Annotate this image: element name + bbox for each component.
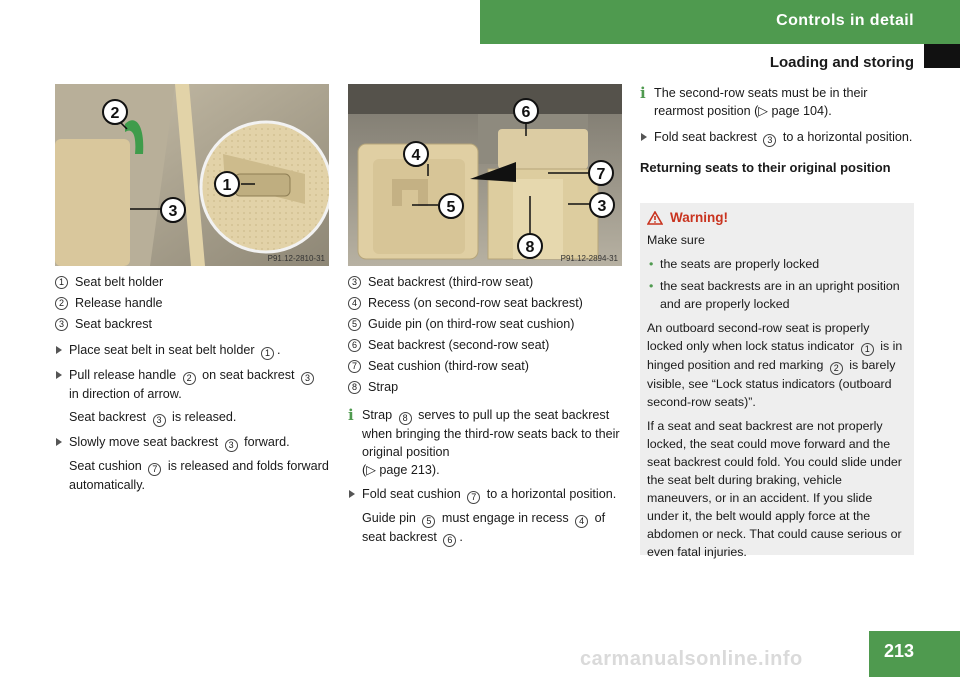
legend-item: 8 Strap — [348, 378, 628, 396]
column-1 — [55, 273, 329, 494]
callout-3 — [590, 193, 614, 217]
legend-item: 3 Seat backrest — [55, 315, 329, 333]
figure-code: P91.12-2894-31 — [560, 254, 618, 263]
warning-paragraph: An outboard second-row seat is properly locked only when lock status indicator 1 is in hinged position and red marking 2 is barely visible, see “Lock status indicators (outboard second-row seats)”. — [647, 321, 903, 409]
page-reference[interactable]: (▷ page 213). — [362, 463, 440, 477]
info-icon: i — [348, 406, 354, 424]
svg-text:3: 3 — [168, 203, 178, 220]
instruction-result: Seat cushion 7 is released and folds forward automatically. — [69, 459, 329, 492]
callout-7 — [589, 161, 613, 185]
callout-5 — [439, 194, 463, 218]
warning-paragraph: If a seat and seat backrest are not properly locked, the seat could move forward and the seat backrest could fold. You could slide under the seat belt during braking, vehicle maneuvers, or in an accident. If you slide under it, the belt would apply force at the abdomen or neck. That could cause serious or even fatal injuries. — [647, 419, 902, 559]
legend-item: 3 Seat backrest (third-row seat) — [348, 273, 628, 291]
callout-2 — [103, 100, 127, 124]
section-title: Controls in detail — [776, 12, 914, 29]
instruction-step: Pull release handle 2 on seat backrest 3 in direction of arrow. — [55, 366, 329, 403]
legend-list — [55, 273, 329, 333]
instruction-step: Place seat belt in seat belt holder 1 . — [55, 341, 329, 360]
watermark: carmanualsonline.info — [580, 648, 803, 670]
svg-text:5: 5 — [446, 199, 456, 216]
info-note: i The second-row seats must be in their rearmost position (▷ page 104). — [640, 84, 868, 118]
info-note: i Strap 8 serves to pull up the seat backrest when bringing the third-row seats back to their original position (▷ page 213). — [348, 406, 620, 477]
legend-item: 6 Seat backrest (second-row seat) — [348, 336, 628, 354]
instruction-result: Guide pin 5 must engage in recess 4 of seat backrest 6 . — [362, 511, 606, 545]
figure-cargo-seats — [348, 84, 622, 266]
legend-item: 5 Guide pin (on third-row seat cushion) — [348, 315, 628, 333]
instruction-step: Slowly move seat backrest 3 forward. — [55, 433, 329, 452]
svg-text:4: 4 — [411, 147, 421, 164]
instruction-result: Seat backrest 3 is released. — [69, 410, 237, 425]
legend-item: 2 Release handle — [55, 294, 329, 312]
page-number-box — [869, 631, 960, 677]
section-heading: Returning seats to their original position — [640, 160, 891, 175]
callout-4 — [404, 142, 428, 166]
page-number: 213 — [883, 641, 914, 661]
callout-3 — [161, 198, 185, 222]
warning-title: Warning! — [647, 209, 907, 227]
svg-text:1: 1 — [222, 177, 232, 194]
svg-text:2: 2 — [110, 105, 120, 122]
instruction-step: Fold seat cushion 7 to a horizontal position. — [348, 485, 628, 504]
callout-6 — [514, 99, 538, 123]
figure-code: P91.12-2810-31 — [267, 254, 325, 263]
svg-text:6: 6 — [521, 104, 531, 121]
header-marker — [924, 44, 960, 68]
warning-box — [640, 203, 914, 559]
list-item: • the seat backrests are in an upright position and are properly locked — [647, 277, 907, 313]
seat-belt-illustration — [55, 84, 329, 266]
warning-list — [647, 255, 907, 313]
list-item: • the seats are properly locked — [647, 255, 907, 273]
info-icon: i — [640, 84, 646, 102]
cargo-seats-illustration — [348, 84, 622, 266]
subsection-title: Loading and storing — [769, 54, 914, 71]
legend-item: 1 Seat belt holder — [55, 273, 329, 291]
legend-list — [348, 273, 628, 396]
legend-item: 4 Recess (on second-row seat backrest) — [348, 294, 628, 312]
svg-text:8: 8 — [525, 239, 535, 256]
callout-8 — [518, 234, 542, 258]
warning-intro: Make sure — [647, 233, 705, 247]
legend-item: 7 Seat cushion (third-row seat) — [348, 357, 628, 375]
instruction-step: Fold seat backrest 3 to a horizontal position. — [640, 128, 915, 147]
svg-text:3: 3 — [597, 198, 607, 215]
warning-triangle-icon — [647, 211, 663, 225]
figure-seat-belt-holder — [55, 84, 329, 266]
column-3 — [640, 84, 915, 177]
callout-1 — [215, 172, 239, 196]
svg-text:7: 7 — [596, 166, 606, 183]
column-2 — [348, 273, 628, 547]
